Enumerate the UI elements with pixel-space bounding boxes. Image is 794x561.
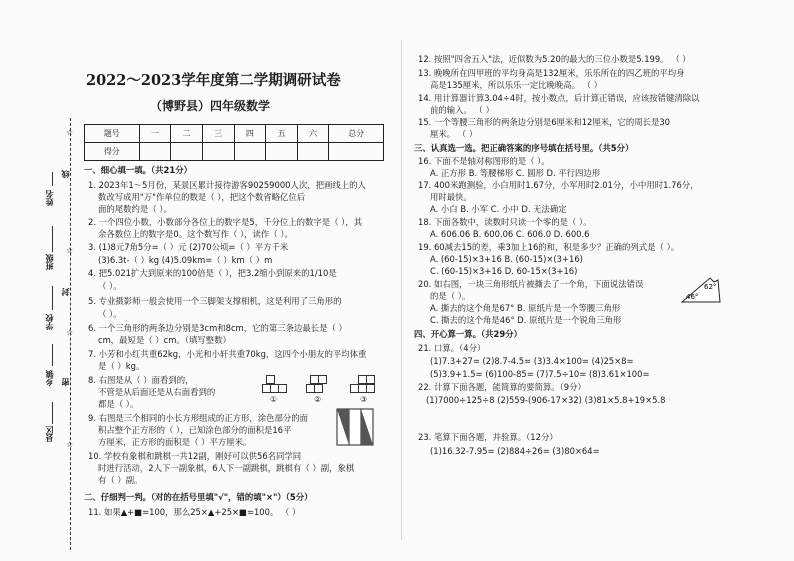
question-line: 方厘米，正方形的面积是（ ）平方厘米。: [98, 437, 252, 447]
question-line: 11. 如果▲+■=100，那么25×▲+25×■=100。 （ ）: [88, 507, 301, 517]
option-line: C. 撕去的这个角是46° D. 原纸片是一个锐角三角形: [430, 315, 622, 325]
option-line: A. (60-15)×3+16 B. (60-15)×(3+16): [430, 254, 583, 264]
question-line: (3)6.3t-（ ）kg (4)5.09km=（ ）km（ ）m: [98, 255, 273, 265]
question-line: 15. 一个等腰三角形的两条边分别是6厘米和12厘米，它的周长是30: [418, 117, 670, 127]
question-line: （ ）。: [98, 309, 122, 319]
county-underline: [52, 402, 53, 424]
score-blank-cell[interactable]: [171, 143, 203, 161]
score-blank-cell[interactable]: [139, 143, 171, 161]
question-line: 3. (1)8元7角5分=（ ）元 (2)70公顷=（ ）平方千米: [88, 242, 289, 252]
question-line: 4. 把5.021扩大到原来的100倍是（ ），把3.2缩小到原来的1/10是: [88, 268, 337, 278]
score-table: [84, 124, 384, 161]
question-line: 厘米。 （ ）: [430, 129, 478, 139]
score-blank-cell[interactable]: [234, 143, 266, 161]
question-line: 14. 用计算器计算3.04÷4时，按小数点，后计算正错误，应该按错键清除以: [418, 93, 700, 103]
margin-line-char: 线: [61, 170, 70, 178]
score-cell: 三: [202, 125, 234, 143]
score-cell: 一: [139, 125, 171, 143]
question-line: 5. 专业摄影师一般会使用一个三脚架支撑相机，这是利用了三角形的: [88, 296, 342, 306]
option-line: A. 正方形 B. 等腰梯形 C. 圆形 D. 平行四边形: [430, 168, 601, 178]
question-line: 的是（ ）。: [430, 291, 471, 301]
question-line: 23. 笔算下面各题，并验算。（12分）: [418, 432, 558, 442]
score-table-header-row: [85, 125, 384, 143]
question-line: 面的尾数约是（ ）。: [98, 204, 172, 214]
score-cell: 五: [266, 125, 298, 143]
question-line: 10. 学校有象棋和跳棋一共12副，刚好可以供56名同学同: [88, 451, 302, 461]
school-underline: [52, 286, 53, 310]
section-1-heading: 一、细心填一填。（共21分）: [84, 165, 192, 175]
name-underline: [52, 172, 53, 186]
calc-line: (1)16.32-7.95= (2)884÷26= (3)80×64=: [430, 446, 600, 456]
star-icon: ☆: [66, 440, 74, 449]
question-line: 8. 右图是从（ ）面看到的，: [88, 375, 194, 385]
score-cell: 二: [171, 125, 203, 143]
margin-class-label: 班级: [45, 254, 54, 270]
view-label: ②: [314, 395, 322, 404]
question-line: 18. 下面各数中，读数时只读一个零的是（ ）。: [418, 217, 592, 227]
column-divider: [401, 40, 402, 540]
question-line: 22. 计算下面各题，能简算的要简算。（9分）: [418, 382, 586, 392]
margin-school-label: 学校: [45, 314, 54, 330]
margin-name-label: 姓名: [45, 190, 54, 206]
margin-county-label: 县区: [45, 426, 54, 442]
margin-seal-char: 封: [61, 288, 70, 296]
question-line: 都是（ ）。: [98, 399, 139, 409]
option-line: A. 撕去的这个角是67° B. 原纸片是一个等腰三角形: [430, 303, 621, 313]
question-line: （ ）。: [98, 281, 122, 291]
question-line: 数改写成用"万"作单位的数是（ ），把这个数省略亿位后: [98, 192, 306, 202]
calc-line: (1)7.3+27= (2)8.7-4.5= (3)3.4×100= (4)25×8=: [430, 356, 634, 366]
torn-triangle-figure: [680, 274, 722, 304]
view-label: ③: [360, 395, 368, 404]
question-line: cm，最短是（ ）cm。（填写整数）: [98, 335, 231, 345]
score-cell: 四: [234, 125, 266, 143]
option-line: A. 小白 B. 小军 C. 小中 D. 无法确定: [430, 204, 567, 214]
score-cell: 六: [297, 125, 329, 143]
question-line: 20. 如右图，一块三角形纸片被撕去了一个角，下面说法错误: [418, 279, 644, 289]
score-blank-cell[interactable]: [297, 143, 329, 161]
score-table-score-row: [85, 143, 384, 161]
exam-title: 2022～2023学年度第二学期调研试卷: [86, 72, 341, 89]
township-underline: [52, 344, 53, 366]
question-line: 时进行活动，2人下一副象棋，6人下一副跳棋，跳棋有（ ）副，象棋: [98, 463, 355, 473]
option-line: C. (60-15)×3+16 D. 60-15×(3+16): [430, 266, 578, 276]
question-line: 12. 按照"四舍五入"法，近似数为5.20的最大的三位小数是5.199。 （ ）: [418, 54, 691, 64]
square-shaded-figure: [336, 408, 374, 446]
question-line: 是（ ）kg。: [98, 361, 145, 371]
star-icon: ☆: [66, 128, 74, 137]
question-line: 积占整个正方形的（ ），已知涂色部分的面积是16平: [98, 425, 292, 435]
question-line: 19. 60减去15的差，乘3加上16的和，积是多少？正确的列式是（ ）。: [418, 242, 680, 252]
section-3-heading: 三、认真选一选。把正确答案的序号填在括号里。（共5分）: [414, 143, 634, 153]
score-blank-cell[interactable]: [266, 143, 298, 161]
angle-46-label: 46°: [686, 293, 699, 301]
section-4-heading: 四、开心算一算。（共29分）: [414, 329, 522, 339]
question-line: 9. 右图是三个相同的小长方形组成的正方形，涂色部分的面: [88, 413, 309, 423]
question-line: 13. 晚晚所在四甲班的平均身高是132厘米，乐乐所在的四乙班的平均身: [418, 68, 685, 78]
question-line: 21. 口算。（4分）: [418, 343, 486, 353]
question-line: 16. 下面不是轴对称图形的是（ ）。: [418, 156, 550, 166]
question-line: 1. 2023年1～5月份，某景区累计接待游客90259000人次，把画线上的人: [88, 180, 366, 190]
exam-subtitle: （博野县）四年级数学: [150, 99, 271, 113]
angle-62-label: 62°: [704, 283, 717, 291]
calc-line: (1)7000÷125÷8 (2)559-(906-17×32) (3)81×5.8+19×5.8: [426, 395, 666, 405]
calc-line: (5)3.9+1.5= (6)100-85= (7)7.5÷10= (8)3.61×100=: [430, 369, 650, 379]
score-row-label: 得分: [85, 143, 140, 161]
score-blank-cell[interactable]: [202, 143, 234, 161]
question-line: 余各数位上的数字是0。这个数写作（ ），读作（ ）。: [98, 229, 293, 239]
question-line: 高是135厘米，所以乐乐一定比晚晚高。 （ ）: [430, 80, 603, 90]
question-line: 17. 400米跑测验，小白用时1.67分，小军用时2.01分，小中用时1.76分，: [418, 180, 699, 190]
margin-township-label: 乡镇: [45, 370, 54, 386]
question-line: 不管是从后面还是从右面看到的: [98, 387, 216, 397]
question-line: 前的输入。 （ ）: [430, 105, 494, 115]
score-cell: 题号: [85, 125, 140, 143]
score-cell: 总分: [329, 125, 384, 143]
margin-dense-char: 密: [61, 378, 70, 386]
option-line: A. 606.06 B. 600.06 C. 606.0 D. 600.6: [430, 229, 590, 239]
class-underline: [52, 226, 53, 252]
question-line: 6. 一个三角形的两条边分别是3cm和8cm，它的第三条边最长是（ ）: [88, 323, 347, 333]
star-icon: ☆: [66, 246, 74, 255]
question-line: 用时最快。: [430, 192, 472, 202]
view-label: ①: [270, 395, 278, 404]
question-line: 2. 一个四位小数，小数部分各位上的数字是5，千分位上的数字是（ ），其: [88, 217, 363, 227]
score-blank-cell[interactable]: [329, 143, 384, 161]
section-2-heading: 二、仔细判一判。（对的在括号里填"√"，错的填"×"）（5分）: [84, 492, 313, 502]
question-line: 有（ ）副。: [98, 475, 143, 485]
question-line: 7. 小芳和小红共重62kg，小光和小轩共重70kg，这四个小朋友的平均体重: [88, 349, 367, 359]
star-icon: ☆: [66, 328, 74, 337]
cube-views-figure: [258, 370, 388, 406]
